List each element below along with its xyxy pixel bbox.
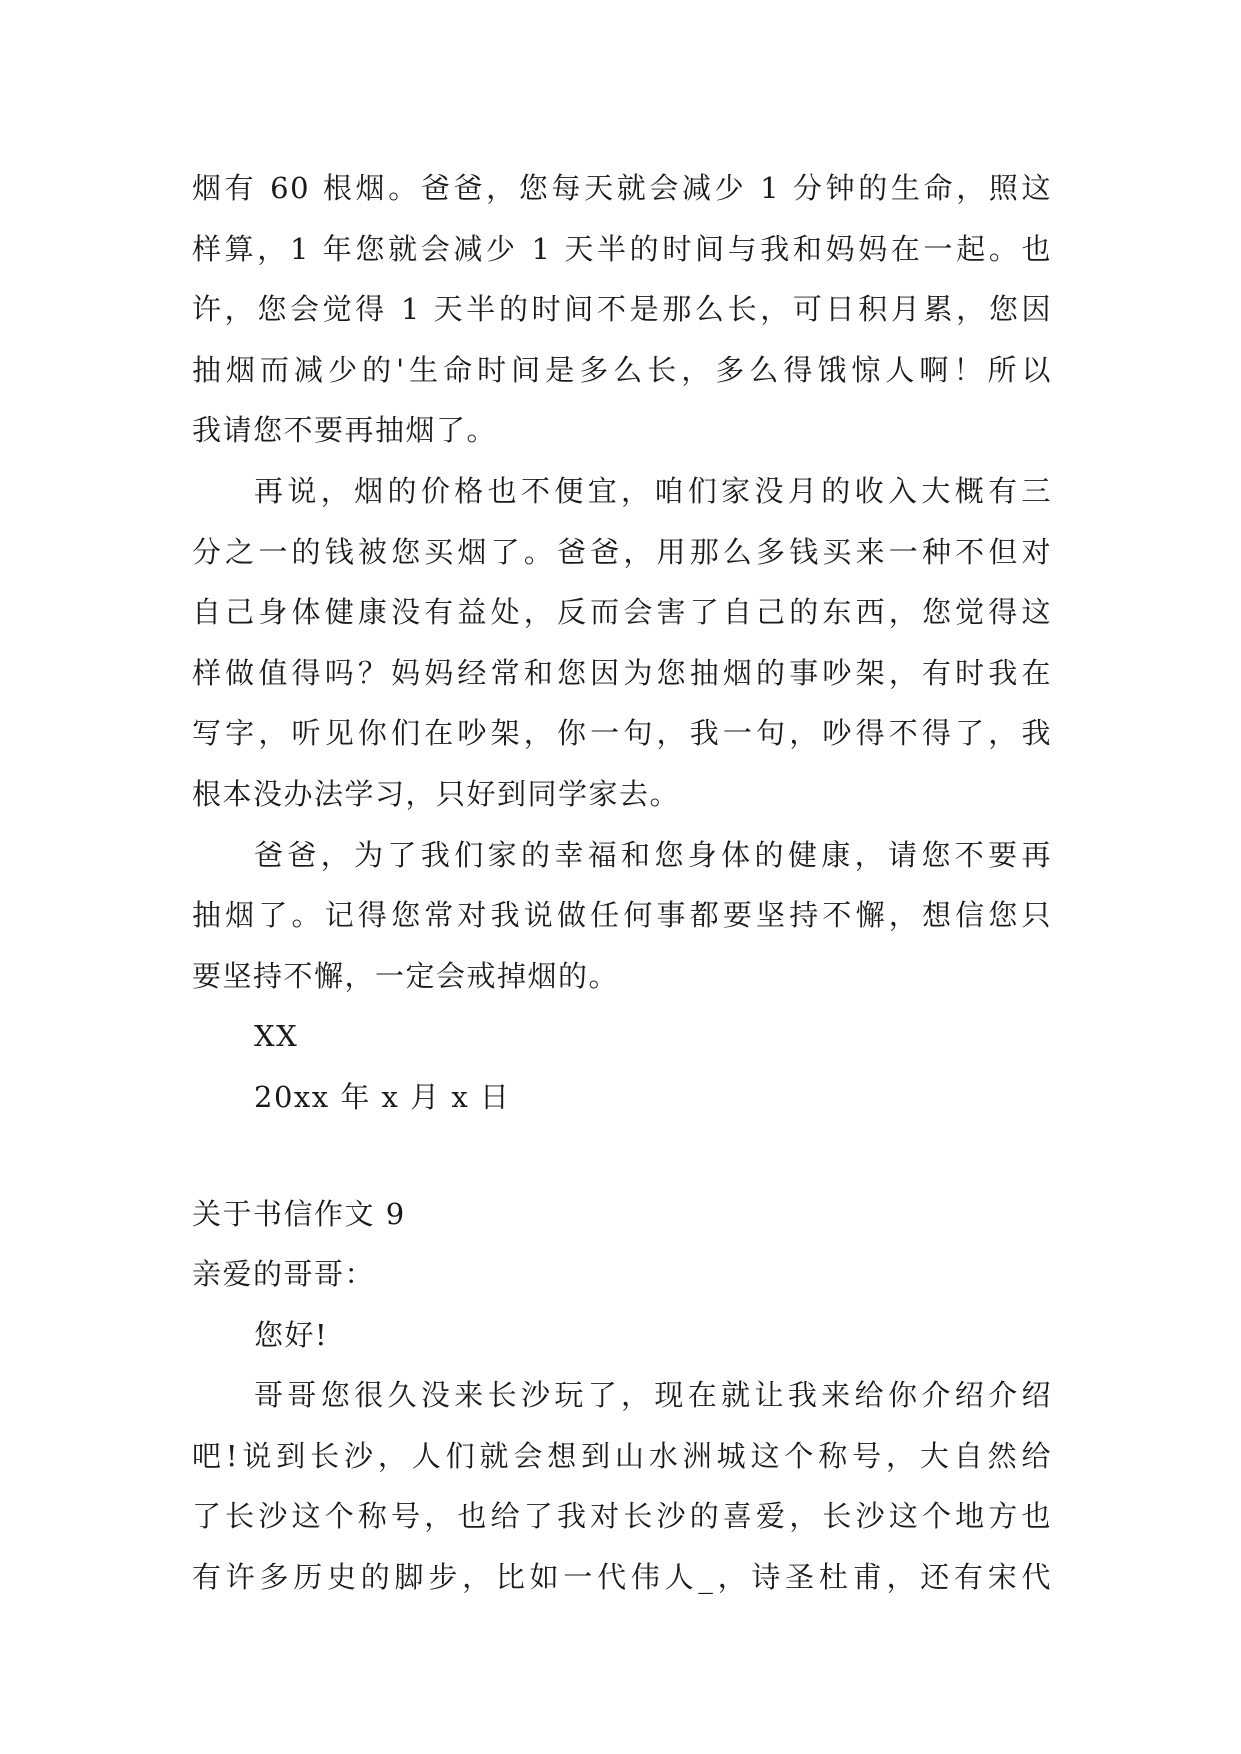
section-title: 关于书信作文 9 [192, 1196, 406, 1231]
text-line: 样算，1 年您就会减少 1 天半的时间与我和妈妈在一起。也 [192, 231, 1052, 266]
text-line: 我请您不要再抽烟了。 [192, 413, 498, 448]
text-line: 许，您会觉得 1 天半的时间不是那么长，可日积月累，您因 [192, 292, 1052, 327]
text-line: 抽烟了。记得您常对我说做任何事都要坚持不懈，想信您只 [192, 898, 1052, 933]
text-line: 样做值得吗？妈妈经常和您因为您抽烟的事吵架，有时我在 [192, 655, 1052, 690]
text-line: 抽烟而减少的'生命时间是多么长，多么得饿惊人啊！所以 [192, 352, 1052, 387]
text-line: 写字，听见你们在吵架，你一句，我一句，吵得不得了，我 [192, 716, 1052, 751]
text-line: 了长沙这个称号，也给了我对长沙的喜爱，长沙这个地方也 [192, 1499, 1052, 1534]
section-spacer [192, 1128, 1052, 1184]
text-line: 有许多历史的脚步，比如一代伟人_，诗圣杜甫，还有宋代 [192, 1560, 1052, 1595]
letter-9-paragraph-1 [192, 1365, 1052, 1607]
text-line: 自己身体健康没有益处，反而会害了自己的东西，您觉得这 [192, 595, 1052, 630]
greeting: 您好! [254, 1317, 329, 1352]
text-column [192, 158, 1052, 1608]
signature: XX [254, 1019, 299, 1054]
letter-8-paragraph-1 [192, 158, 1052, 461]
text-line: 吧!说到长沙，人们就会想到山水洲城这个称号，大自然给 [192, 1438, 1052, 1473]
letter-8-paragraph-2 [192, 461, 1052, 825]
text-line: 再说，烟的价格也不便宜，咱们家没月的收入大概有三 [254, 473, 1052, 508]
text-line: 哥哥您很久没来长沙玩了，现在就让我来给你介绍介绍 [254, 1378, 1052, 1413]
text-line: 烟有 60 根烟。爸爸，您每天就会减少 1 分钟的生命，照这 [192, 171, 1052, 205]
letter-date: 20xx 年 x 月 x 日 [254, 1079, 511, 1114]
text-line: 爸爸，为了我们家的幸福和您身体的健康，请您不要再 [254, 837, 1052, 872]
text-line: 分之一的钱被您买烟了。爸爸，用那么多钱买来一种不但对 [192, 534, 1052, 569]
text-line: 要坚持不懈，一定会戒掉烟的。 [192, 958, 620, 993]
salutation: 亲爱的哥哥： [192, 1257, 376, 1292]
letter-8-paragraph-3 [192, 825, 1052, 1007]
text-line: 根本没办法学习，只好到同学家去。 [192, 776, 681, 811]
